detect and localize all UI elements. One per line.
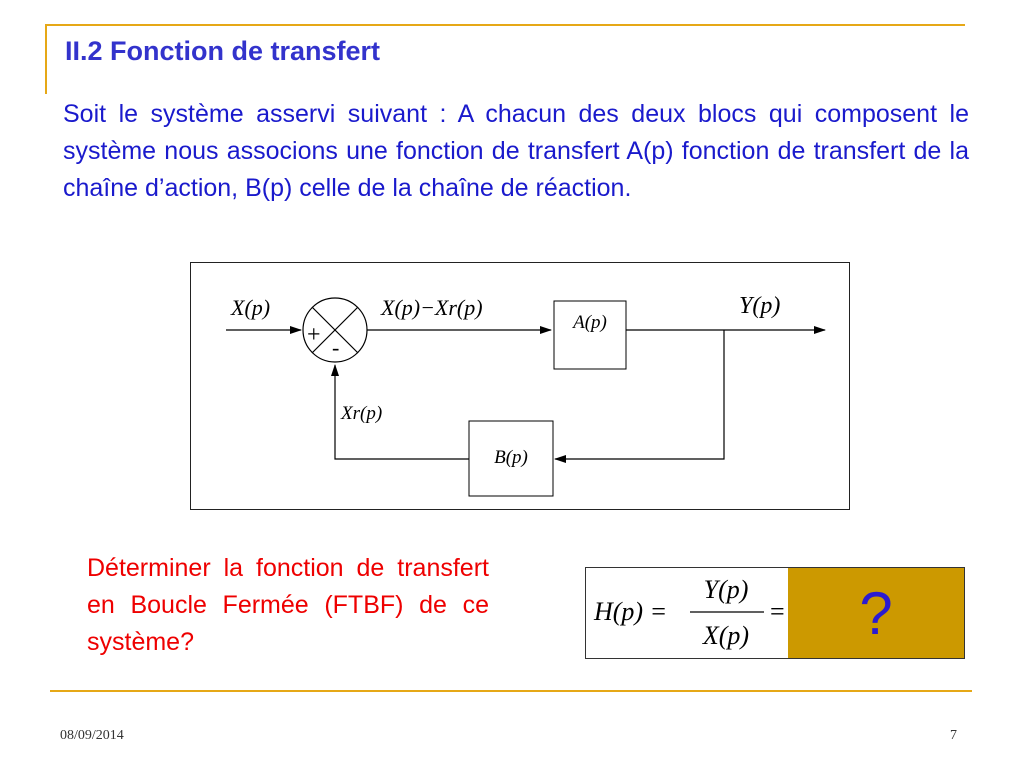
question-text: Déterminer la fonction de transfert en Boucle Fermée (FTBF) de ce système? bbox=[87, 554, 489, 656]
plus-sign: + bbox=[307, 322, 321, 348]
footer-page-number: 7 bbox=[950, 728, 957, 743]
input-label: X(p) bbox=[231, 295, 271, 320]
formula-denominator: X(p) bbox=[702, 621, 750, 650]
bottom-rule bbox=[50, 690, 972, 692]
output-label: Y(p) bbox=[739, 293, 781, 319]
forward-block-label: A(p) bbox=[573, 312, 607, 333]
answer-box bbox=[788, 568, 964, 658]
left-rule bbox=[45, 24, 47, 94]
error-label: X(p)−Xr(p) bbox=[381, 295, 483, 320]
block-diagram-svg bbox=[191, 263, 851, 511]
footer-date: 08/09/2014 bbox=[60, 728, 124, 743]
intro-paragraph: Soit le système asservi suivant : A chacun des deux blocs qui composent le système nous associons une fonction de transfert A(p) fonction de transfert de la chaîne d’action, B(p) celle de la chaîne de réaction. bbox=[63, 100, 969, 202]
slide-title: II.2 Fonction de transfert bbox=[65, 36, 381, 66]
answer-placeholder: ? bbox=[859, 579, 893, 647]
feedback-block-label: B(p) bbox=[494, 447, 528, 468]
formula-numerator: Y(p) bbox=[703, 575, 749, 604]
formula-lhs: H(p) = bbox=[594, 597, 668, 626]
formula-equals: = bbox=[770, 597, 785, 626]
feedback-label: Xr(p) bbox=[341, 403, 383, 424]
top-rule bbox=[45, 24, 965, 26]
minus-sign: - bbox=[332, 335, 340, 360]
block-diagram bbox=[190, 262, 850, 510]
